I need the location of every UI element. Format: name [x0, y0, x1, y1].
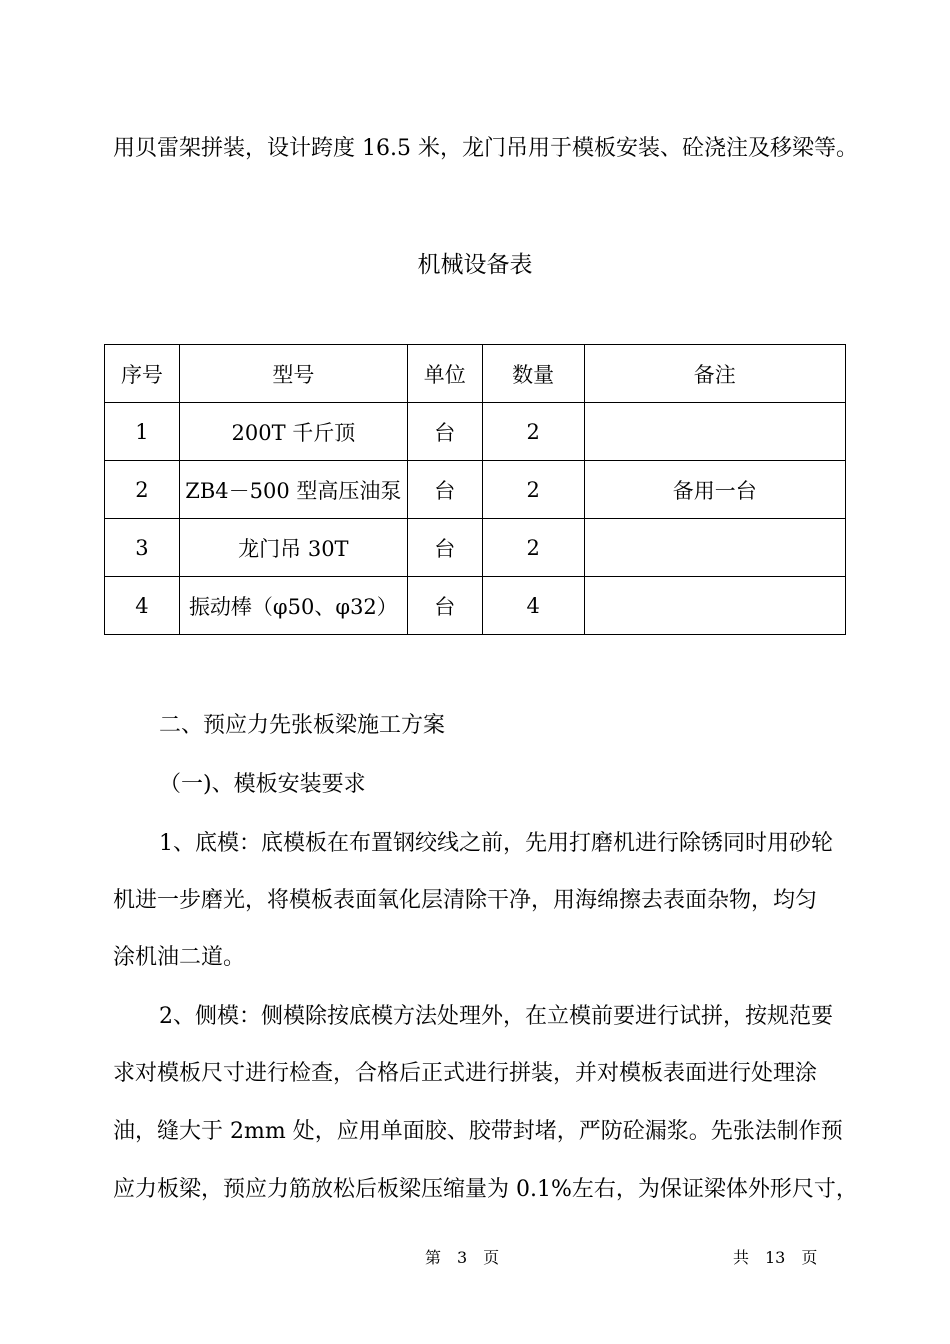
table-cell: 台	[407, 403, 482, 461]
table-row	[105, 577, 846, 635]
table-cell: 1	[105, 403, 180, 461]
table-cell: 台	[407, 577, 482, 635]
table-cell: 台	[407, 461, 482, 519]
table-row	[105, 403, 846, 461]
table-header-row	[105, 345, 846, 403]
paragraph1-line: 涂机油二道。	[113, 945, 246, 970]
header-cell-unit: 单位	[407, 345, 482, 403]
table-cell: 2	[482, 519, 584, 577]
paragraph2-line: 应力板梁，预应力筋放松后板梁压缩量为 0.1%左右，为保证梁体外形尺寸，	[113, 1177, 858, 1202]
table-cell: 3	[105, 519, 180, 577]
paragraph2-line: 求对模板尺寸进行检查，合格后正式进行拼装，并对模板表面进行处理涂	[113, 1061, 818, 1086]
paragraph1-line: 机进一步磨光，将模板表面氧化层清除干净，用海绵擦去表面杂物，均匀	[113, 888, 818, 913]
table-row	[105, 519, 846, 577]
paragraph2-line: 2、侧模：侧模除按底模方法处理外，在立模前要进行试拼，按规范要	[159, 1004, 833, 1029]
table-cell: 振动棒（φ50、φ32）	[179, 577, 407, 635]
section-heading: 二、预应力先张板梁施工方案	[159, 713, 446, 738]
header-cell-remark: 备注	[584, 345, 845, 403]
subsection-heading: （一)、模板安装要求	[159, 772, 366, 797]
table-cell: ZB4－500 型高压油泵	[179, 461, 407, 519]
table-cell	[584, 577, 845, 635]
table-row	[105, 461, 846, 519]
table-title: 机械设备表	[417, 252, 533, 278]
page-total: 共 13 页	[733, 1248, 818, 1267]
header-cell-model: 型号	[179, 345, 407, 403]
table-cell	[584, 403, 845, 461]
table-cell: 4	[482, 577, 584, 635]
header-cell-index: 序号	[105, 345, 180, 403]
paragraph1-line: 1、底模：底模板在布置钢绞线之前，先用打磨机进行除锈同时用砂轮	[159, 831, 833, 856]
page-number: 第 3 页	[425, 1248, 500, 1267]
table-cell: 龙门吊 30T	[179, 519, 407, 577]
table-cell: 备用一台	[584, 461, 845, 519]
intro-text-line: 用贝雷架拼装，设计跨度 16.5 米，龙门吊用于模板安装、砼浇注及移梁等。	[113, 136, 858, 161]
table-cell	[584, 519, 845, 577]
table-cell: 2	[482, 403, 584, 461]
table-cell: 2	[105, 461, 180, 519]
equipment-table	[104, 344, 846, 635]
header-cell-quantity: 数量	[482, 345, 584, 403]
table-cell: 4	[105, 577, 180, 635]
table-cell: 2	[482, 461, 584, 519]
paragraph2-line: 油，缝大于 2mm 处，应用单面胶、胶带封堵，严防砼漏浆。先张法制作预	[113, 1119, 843, 1144]
table-cell: 台	[407, 519, 482, 577]
table-cell: 200T 千斤顶	[179, 403, 407, 461]
